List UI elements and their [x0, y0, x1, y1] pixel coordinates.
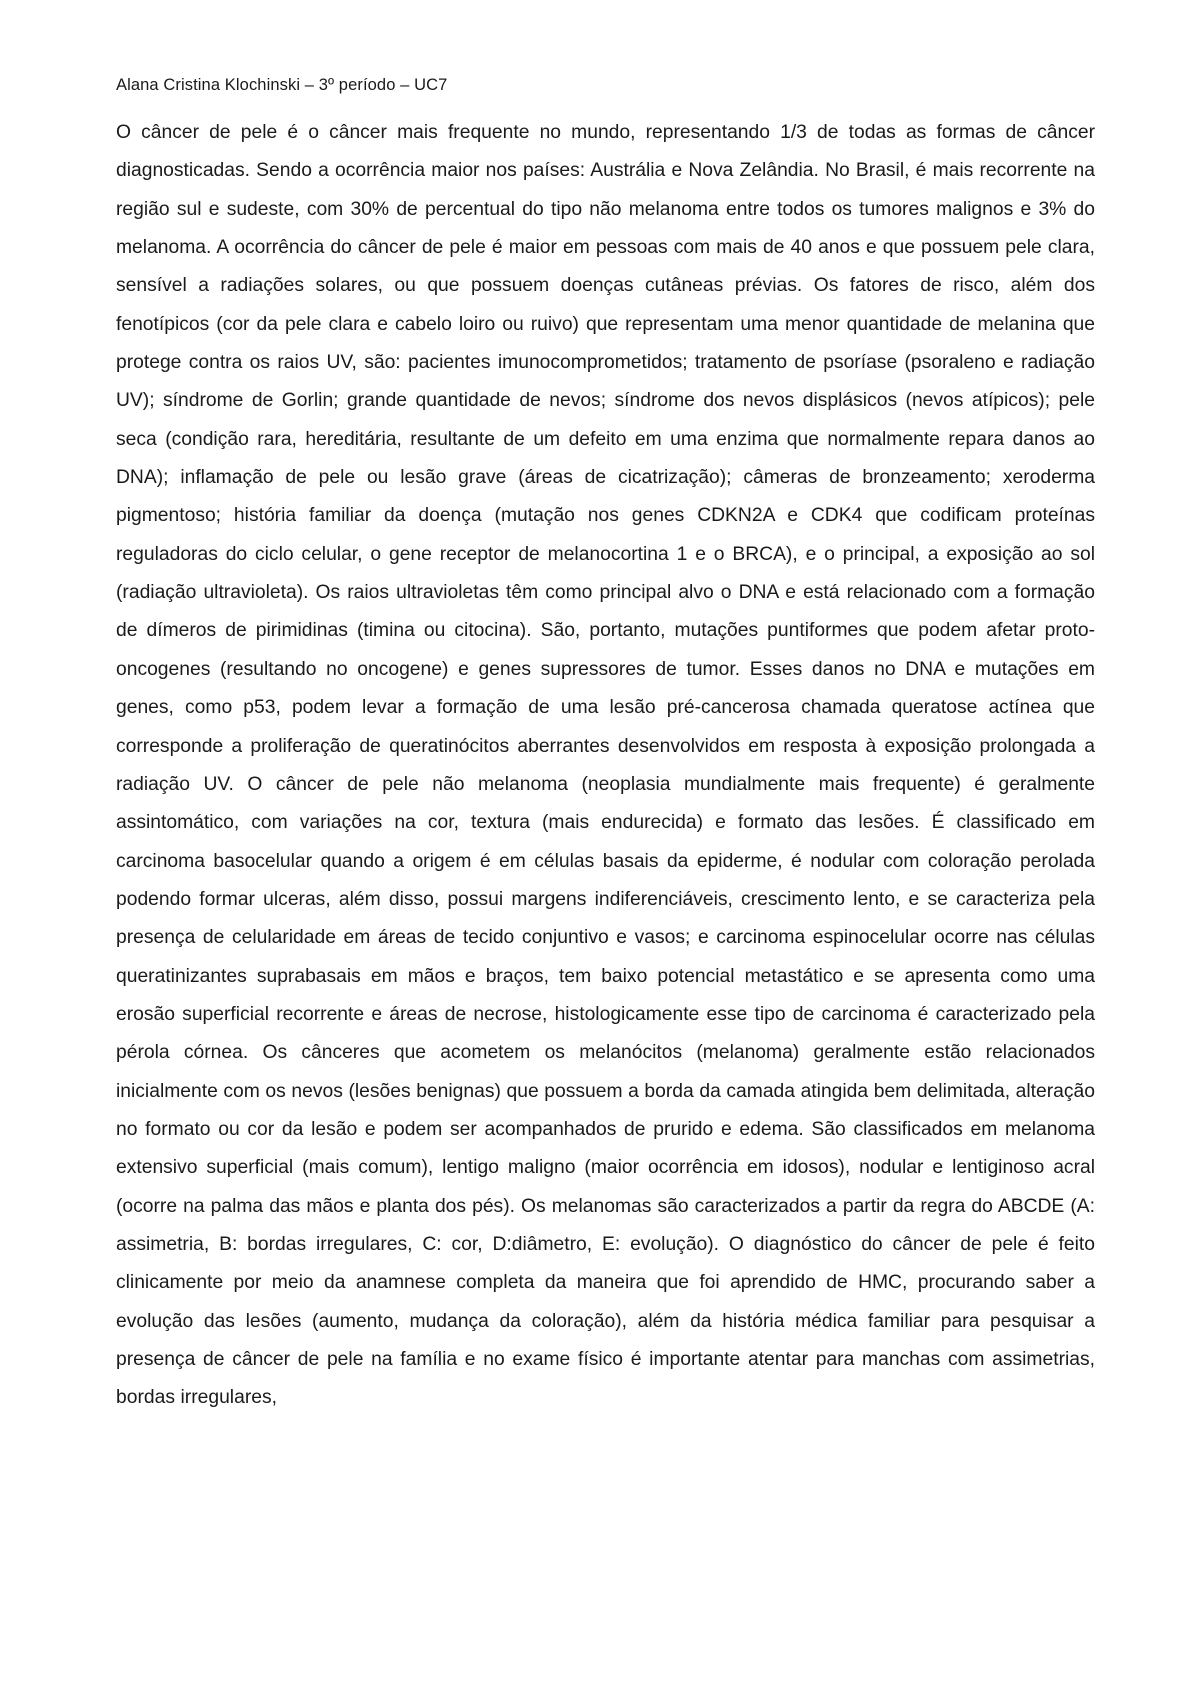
- body-paragraph: O câncer de pele é o câncer mais frequente no mundo, representando 1/3 de todas as formas de câncer diagnosticadas. Sendo a ocorrência maior nos países: Austrália e Nova Zelândia. No Brasil, é mais recorrente na região sul e sudeste, com 30% de percentual do tipo não melanoma entre todos os tumores malignos e 3% do melanoma. A ocorrência do câncer de pele é maior em pessoas com mais de 40 anos e que possuem pele clara, sensível a radiações solares, ou que possuem doenças cutâneas prévias. Os fatores de risco, além dos fenotípicos (cor da pele clara e cabelo loiro ou ruivo) que representam uma menor quantidade de melanina que protege contra os raios UV, são: pacientes imunocomprometidos; tratamento de psoríase (psoraleno e radiação UV); síndrome de Gorlin; grande quantidade de nevos; síndrome dos nevos displásicos (nevos atípicos); pele seca (condição rara, hereditária, resultante de um defeito em uma enzima que normalmente repara danos ao DNA); inflamação de pele ou lesão grave (áreas de cicatrização); câmeras de bronzeamento; xeroderma pigmentoso; história familiar da doença (mutação nos genes CDKN2A e CDK4 que codificam proteínas reguladoras do ciclo celular, o gene receptor de melanocortina 1 e o BRCA), e o principal, a exposição ao sol (radiação ultravioleta). Os raios ultravioletas têm como principal alvo o DNA e está relacionado com a formação de dímeros de pirimidinas (timina ou citocina). São, portanto, mutações puntiformes que podem afetar proto-oncogenes (resultando no oncogene) e genes supressores de tumor. Esses danos no DNA e mutações em genes, como p53, podem levar a formação de uma lesão pré-cancerosa chamada queratose actínea que corresponde a proliferação de queratinócitos aberrantes desenvolvidos em resposta à exposição prolongada a radiação UV. O câncer de pele não melanoma (neoplasia mundialmente mais frequente) é geralmente assintomático, com variações na cor, textura (mais endurecida) e formato das lesões. É classificado em carcinoma basocelular quando a origem é em células basais da epiderme, é nodular com coloração perolada podendo formar ulceras, além disso, possui margens indiferenciáveis, crescimento lento, e se caracteriza pela presença de celularidade em áreas de tecido conjuntivo e vasos; e carcinoma espinocelular ocorre nas células queratinizantes suprabasais em mãos e braços, tem baixo potencial metastático e se apresenta como uma erosão superficial recorrente e áreas de necrose, histologicamente esse tipo de carcinoma é caracterizado pela pérola córnea. Os cânceres que acometem os melanócitos (melanoma) geralmente estão relacionados inicialmente com os nevos (lesões benignas) que possuem a borda da camada atingida bem delimitada, alteração no formato ou cor da lesão e podem ser acompanhados de prurido e edema. São classificados em melanoma extensivo superficial (mais comum), lentigo maligno (maior ocorrência em idosos), nodular e lentiginoso acral (ocorre na palma das mãos e planta dos pés). Os melanomas são caracterizados a partir da regra do ABCDE (A: assimetria, B: bordas irregulares, C: cor, D:diâmetro, E: evolução). O diagnóstico do câncer de pele é feito clinicamente por meio da anamnese completa da maneira que foi aprendido de HMC, procurando saber a evolução das lesões (aumento, mudança da coloração), além da história médica familiar para pesquisar a presença de câncer de pele na família e no exame físico é importante atentar para manchas com assimetrias, bordas irregulares,: [116, 122, 1095, 1409]
- author-header: Alana Cristina Klochinski – 3º período – UC7: [116, 76, 448, 94]
- body-text-block: [116, 114, 1095, 1418]
